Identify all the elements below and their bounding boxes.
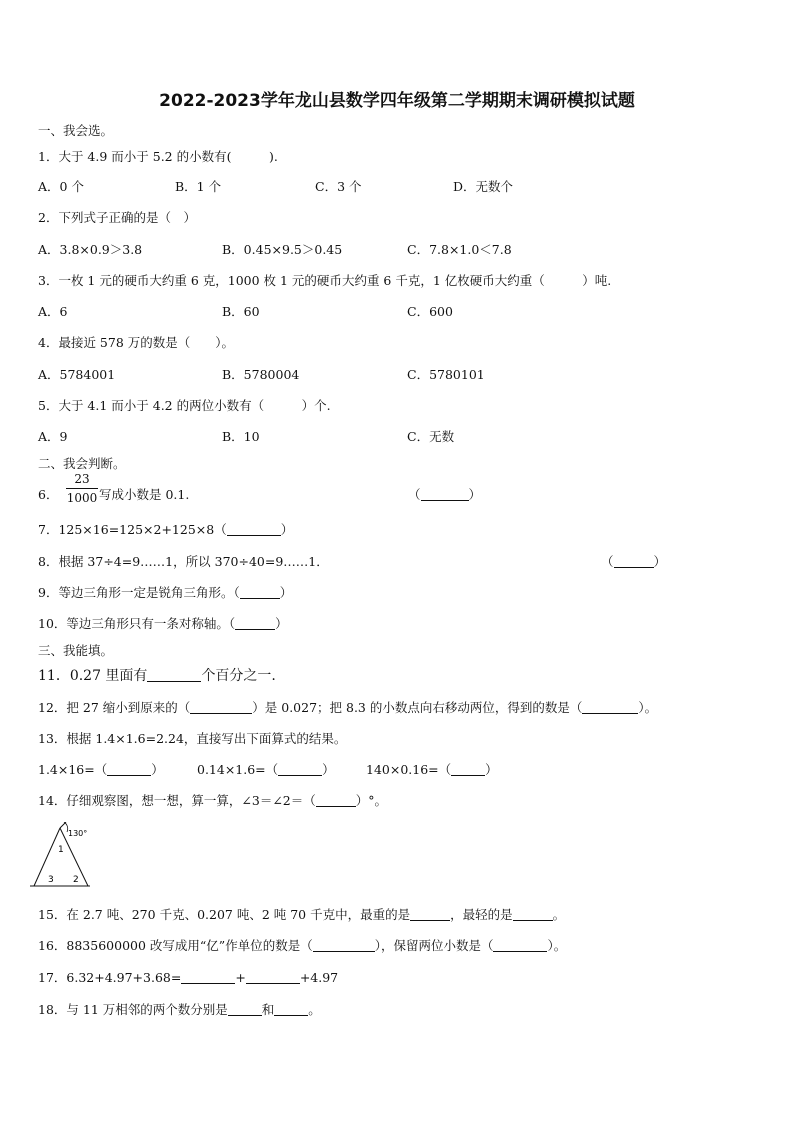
fraction-numerator: 23 — [74, 472, 90, 486]
question-14 — [38, 791, 387, 809]
question-5: 5．大于 4.1 而小于 4.2 的两位小数有（ ）个. — [38, 398, 331, 413]
question-15 — [38, 905, 565, 923]
q6-fraction — [66, 472, 98, 505]
question-8: 8．根据 37÷4=9……1，所以 370÷40=9……1． — [38, 554, 329, 569]
question-13: 13．根据 1.4×1.6=2.24，直接写出下面算式的结果。 — [38, 731, 347, 746]
q9-answer-blank[interactable] — [240, 585, 280, 599]
question-1: 1．大于 4.9 而小于 5.2 的小数有( ). — [38, 149, 278, 164]
q10-text: 10．等边三角形只有一条对称轴。（ — [38, 616, 236, 631]
q4-option-b: B．5780004 — [222, 367, 300, 382]
question-17 — [38, 968, 338, 986]
question-4: 4．最接近 578 万的数是（ ）。 — [38, 335, 235, 350]
q4-option-a: A．5784001 — [38, 367, 116, 382]
q14-answer-blank[interactable] — [316, 793, 356, 807]
q16-text-b: ），保留两位小数是（ — [374, 938, 494, 953]
q15-text-a: 15．在 2.7 吨、270 千克、0.207 吨、2 吨 70 千克中，最重的是 — [38, 907, 411, 922]
q15-answer-blank-1[interactable] — [410, 907, 450, 921]
q13-blank-3[interactable] — [451, 762, 485, 776]
question-6-text: 写成小数是 0.1. — [99, 487, 190, 502]
angle-1-label: 1 — [58, 845, 64, 855]
q13-e1-text: 1.4×16=（ — [38, 762, 108, 777]
question-2: 2．下列式子正确的是（ ） — [38, 210, 196, 225]
paren-right: ） — [485, 762, 498, 777]
question-3: 3．一枚 1 元的硬币大约重 6 克，1000 枚 1 元的硬币大约重 6 千克，1 亿枚硬币大约重（ ）吨. — [38, 273, 612, 288]
q1-option-d: D．无数个 — [453, 179, 514, 194]
q8-answer-blank[interactable] — [614, 554, 654, 568]
question-9 — [38, 583, 292, 601]
angle-2-label: 2 — [73, 875, 79, 885]
question-12 — [38, 698, 657, 716]
q18-text-b: 和 — [261, 1002, 275, 1017]
paren-right: ） — [468, 487, 482, 502]
q12-text-a: 12．把 27 缩小到原来的（ — [38, 700, 191, 715]
question-18 — [38, 1000, 321, 1018]
question-11 — [38, 665, 276, 685]
q10-answer-blank[interactable] — [235, 616, 275, 630]
fraction-denominator: 1000 — [66, 491, 98, 505]
q13-e3-text: 140×0.16=（ — [366, 762, 452, 777]
q5-option-a: A．9 — [38, 429, 68, 444]
q11-text-b: 个百分之一. — [201, 668, 276, 684]
q17-text-c: +4.97 — [299, 970, 339, 985]
q14-text-b: ）°。 — [355, 793, 388, 808]
q15-answer-blank-2[interactable] — [513, 907, 553, 921]
q13-expression-1 — [38, 760, 164, 778]
angle-3-label: 3 — [48, 875, 54, 885]
section-2-heading: 二、我会判断。 — [38, 456, 126, 471]
q1-option-b: B．1 个 — [175, 179, 222, 194]
angle-130-label: 130° — [68, 829, 88, 838]
q6-answer-paren — [408, 485, 481, 503]
q13-expression-2 — [197, 760, 335, 778]
paren-right: ） — [280, 522, 294, 537]
q3-option-c: C．600 — [407, 304, 453, 319]
section-3-heading: 三、我能填。 — [38, 643, 114, 658]
q8-answer-paren — [601, 552, 666, 570]
q15-text-b: ，最轻的是 — [450, 907, 513, 922]
paren-right: ） — [322, 762, 335, 777]
q3-option-a: A．6 — [38, 304, 68, 319]
q7-text: 7．125×16=125×2+125×8（ — [38, 522, 227, 537]
paren-right: ） — [275, 616, 288, 631]
q12-text-c: ）。 — [638, 700, 658, 715]
q5-option-b: B．10 — [222, 429, 260, 444]
paren-left: （ — [601, 554, 614, 569]
question-10 — [38, 614, 288, 632]
q17-answer-blank-2[interactable] — [246, 970, 300, 984]
paren-left: （ — [408, 487, 421, 502]
q1-option-a: A．0 个 — [38, 179, 84, 194]
paren-right: ） — [279, 585, 293, 600]
q14-text-a: 14．仔细观察图，想一想，算一算，∠3＝∠2＝（ — [38, 793, 316, 808]
q4-option-c: C．5780101 — [407, 367, 485, 382]
q13-blank-2[interactable] — [278, 762, 322, 776]
q13-expression-3 — [366, 760, 498, 778]
q16-text-c: ）。 — [547, 938, 567, 953]
q2-option-a: A．3.8×0.9＞3.8 — [38, 242, 143, 257]
question-16 — [38, 936, 566, 954]
q16-answer-blank-1[interactable] — [313, 938, 375, 952]
q6-answer-blank[interactable] — [421, 487, 469, 501]
question-7 — [38, 520, 293, 538]
fraction-bar — [66, 488, 98, 489]
q15-text-c: 。 — [552, 907, 566, 922]
q16-answer-blank-2[interactable] — [493, 938, 547, 952]
q18-text-a: 18．与 11 万相邻的两个数分别是 — [38, 1002, 228, 1017]
q17-answer-blank-1[interactable] — [181, 970, 235, 984]
page-title: 2022-2023学年龙山县数学四年级第二学期期末调研模拟试题 — [159, 91, 635, 111]
q13-blank-1[interactable] — [107, 762, 151, 776]
q12-answer-blank-1[interactable] — [190, 700, 252, 714]
q16-text-a: 16．8835600000 改写成用“亿”作单位的数是（ — [38, 938, 313, 953]
q12-answer-blank-2[interactable] — [582, 700, 638, 714]
q2-option-c: C．7.8×1.0＜7.8 — [407, 242, 512, 257]
q17-text-b: + — [235, 970, 246, 985]
q7-answer-blank[interactable] — [227, 522, 281, 536]
section-1-heading: 一、我会选。 — [38, 123, 114, 138]
q2-option-b: B．0.45×9.5＞0.45 — [222, 242, 343, 257]
q5-option-c: C．无数 — [407, 429, 455, 444]
q11-answer-blank[interactable] — [147, 668, 201, 682]
paren-right: ） — [151, 762, 164, 777]
q1-option-c: C．3 个 — [315, 179, 362, 194]
q3-option-b: B．60 — [222, 304, 260, 319]
question-6-number: 6． — [38, 487, 59, 502]
q17-text-a: 17．6.32+4.97+3.68= — [38, 970, 182, 985]
triangle-side-left — [34, 828, 60, 886]
q18-answer-blank-2[interactable] — [274, 1002, 308, 1016]
q18-text-c: 。 — [308, 1002, 321, 1017]
triangle-figure — [30, 822, 130, 892]
q11-text-a: 11．0.27 里面有 — [38, 668, 148, 684]
q12-text-b: ）是 0.027；把 8.3 的小数点向右移动两位，得到的数是（ — [252, 700, 583, 715]
paren-right: ） — [653, 554, 667, 569]
q9-text: 9．等边三角形一定是锐角三角形。（ — [38, 585, 240, 600]
q18-answer-blank-1[interactable] — [228, 1002, 262, 1016]
q13-e2-text: 0.14×1.6=（ — [197, 762, 279, 777]
